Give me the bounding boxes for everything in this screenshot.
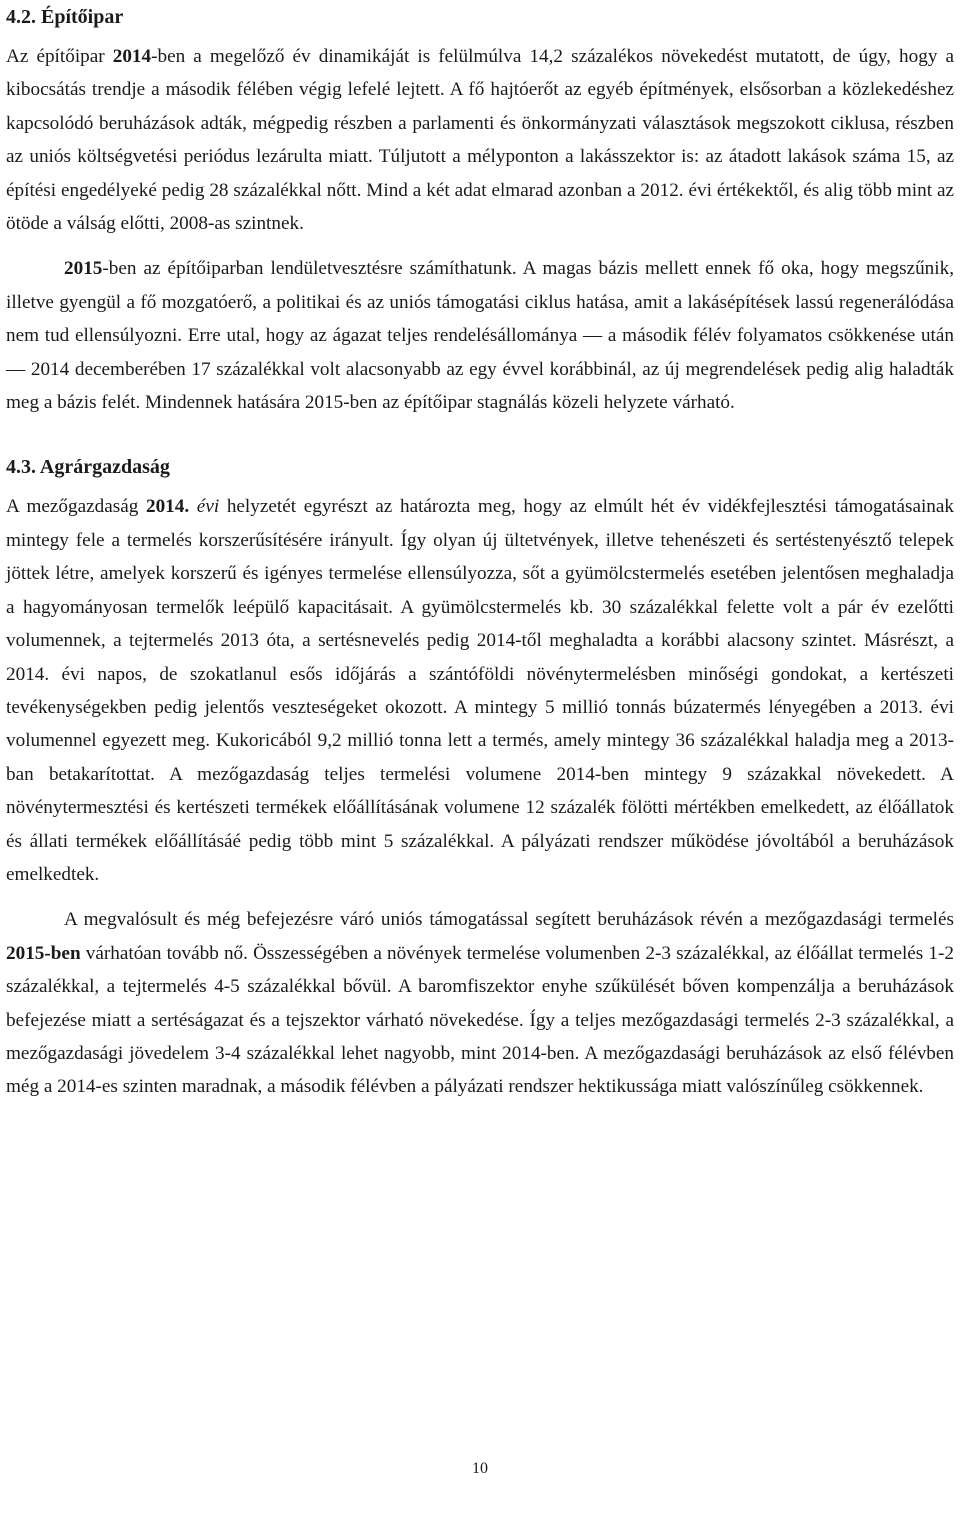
text-run: -ben a megelőző év dinamikáját is felülmúlva 14,2 százalékos növekedést mutatott, de úgy, hogy a kibocsátás trendje a második félében végig lefelé lejtett. A fő hajtóerőt az egyéb építmények, elsősorban a közlekedéshez kapcsolódó beruházások adták, mégpedig részben a parlamenti és önkormányzati választások megszokott ciklusa, részben az uniós költségvetési periódus lezárulta miatt. Túljutott a mélyponton a lakásszektor is: az átadott lakások száma 15, az építési engedélyeké pedig 28 százalékkal nőtt. Mind a két adat elmarad azonban a 2012. évi értékektől, és alig több mint az ötöde a válság előtti, 2008-as szintnek. [6,46,955,235]
text-run: -ben az építőiparban lendületvesztésre számíthatunk. A magas bázis mellett ennek fő oka, hogy megszűnik, illetve gyengül a fő mozgatóerő, a politikai és az uniós támogatási ciklus hatása, amit a lakásépítések lassú regenerálódása nem tud ellensúlyozni. Erre utal, hogy az ágazat teljes rendelésállománya ― a második félév folyamatos csökkenése után ― 2014 decemberében 17 százalékkal volt alacsonyabb az egy évvel korábbinál, az új megrendelések pedig alig haladták meg a bázis felét. Mindennek hatására 2015-ben az építőipar stagnálás közeli helyzete várható. [6,258,954,414]
document-page [6,0,954,1104]
section-heading-epitoipar: 4.2. Építőipar [6,6,124,28]
text-run: Az építőipar [6,46,113,67]
paragraph-agriculture-2014 [6,490,954,891]
paragraph-agriculture-2015 [6,903,954,1103]
text-run: 2014. [145,496,190,518]
text-run: 2014 [112,46,152,67]
text-run [189,496,197,517]
paragraph-construction-2015 [6,252,954,419]
text-run: várhatóan tovább nő. Összességében a növények termelése volumenben 2-3 százalékkal, az élőállat termelés 1-2 százalékkal, a tejtermelés 4-5 százalékkal bővül. A baromfiszektor enyhe szűkülését bőven kompenzálja a beruházások befejezése miatt a sertéságazat és a tejszektor várható növekedése. Így a teljes mezőgazdasági termelés 2-3 százalékkal, a mezőgazdasági jövedelem 3-4 százalékkal lehet nagyobb, mint 2014-ben. A mezőgazdasági beruházások az első félévben még a 2014-es szinten maradnak, a második félévben a pályázati rendszer hektikussága miatt valószínűleg csökkennek. [6,942,954,1098]
paragraph-construction-2014 [6,40,954,240]
text-run: évi [196,496,220,518]
text-run: A megvalósult és még befejezésre váró uniós támogatással segített beruházások révén a mezőgazdasági termelés [64,909,954,931]
text-run: A mezőgazdaság [6,496,146,518]
section-heading-agrargazdasag: 4.3. Agrárgazdaság [6,456,170,479]
page-number: 10 [472,1460,488,1477]
text-run: helyzetét egyrészt az határozta meg, hogy az elmúlt hét év vidékfejlesztési támogatásainak mintegy fele a termelés korszerűsítésére irányult. Így olyan új ültetvények, illetve tehenészeti és sertéstenyésztő telepek jöttek létre, amelyek korszerű és igényes termelése ellensúlyozza, sőt a gyümölcstermelés esetében jelentősen meghaladja a hagyományosan termelők leépülő kapacitásait. A gyümölcstermelés kb. 30 százalékkal felette volt a pár év ezelőtti volumennek, a tejtermelés 2013 óta, a sertésnevelés pedig 2014-től meghaladta a korábbi alacsony szintet. Másrészt, a 2014. évi napos, de szokatlanul esős időjárás a szántóföldi növénytermelésben minőségi gondokat, a kertészeti tevékenységekben pedig jelentős veszteségeket okozott. A mintegy 5 millió tonnás búzatermés lényegében a 2013. évi volumennel egyezett meg. Kukoricából 9,2 millió tonna lett a termés, amely mintegy 36 százalékkal haladja meg a 2013-ban betakarítottat. A mezőgazdaság teljes termelési volumene 2014-ben mintegy 9 százakkal növekedett. A növénytermesztési és kertészeti termékek előállításának volumene 12 százalék fölötti mértékben emelkedett, az élőállatok és állati termékek előállításáé pedig több mint 5 százalékkal. A pályázati rendszer működése jóvoltából a beruházások emelkedtek. [6,496,954,885]
text-run: 2015-ben [6,942,81,964]
text-run: 2015 [64,258,103,280]
